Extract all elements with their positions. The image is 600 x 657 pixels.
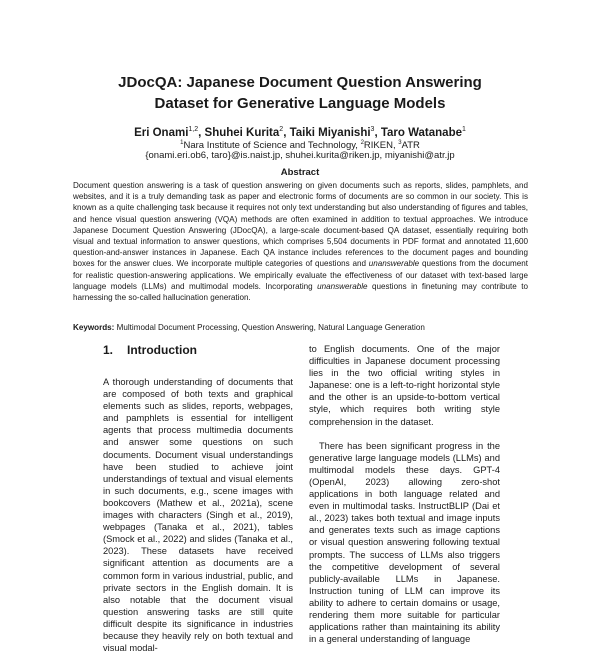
right-column <box>309 343 500 657</box>
section-number: 1. <box>103 343 114 357</box>
title-line-2: Dataset for Generative Language Models <box>154 95 446 112</box>
author: Shuhei Kurita$^2$, <box>204 126 290 139</box>
keywords-list: Multimodal Document Processing, Question Answering, Natural Language Generation <box>114 323 425 332</box>
author: Taro Watanabe$^1$ <box>380 126 466 139</box>
title-line-1: JDocQA: Japanese Document Question Answering <box>118 74 482 91</box>
author: Eri Onami$^{1,2}$, <box>134 126 205 139</box>
abstract-heading: Abstract <box>280 167 320 178</box>
author: Taiki Miyanishi$^3$, <box>289 126 381 139</box>
paragraph: There has been significant progress in the generative large language models (LLMs) and multimodal models these days. GPT-4 (OpenAI, 2023) allowing zero-shot applications in both language related and even in multimodal tasks. InstructBLIP (Dai et al., 2023) takes both textual and image inputs and generates texts such as image captions or visual question answering following textual prompts. The success of LLMs also triggers the competitive development of several publicly-available LLMs in Japanese. Instruction tuning of LLM can improve its ability to adhere to certain domains or usage, rendering them more suitable for particular applications rather than maintaining its ability in a general understanding of language <box>309 440 500 645</box>
affiliation: $^1$Nara Institute of Science and Technology, <box>180 140 361 152</box>
section-heading <box>103 342 283 358</box>
left-column-text: A thorough understanding of documents that are composed of both texts and graphical elements such as slides, reports, webpages, and pamphlets is essential for intelligent agents that process multimedia documents and answer some questions on such documents. Document visual understandings have been studied to achieve joint understandings of textual and visual elements in such documents, e.g., scene images with bookcovers (Mathew et al., 2021a), scene images with characters (Singh et al., 2019), webpages (Tanaka et al., 2021), tables (Smock et al., 2022) and slides (Tanaka et al., 2023). These datasets have received significant attention as documents are a common form in various industrial, public, and private sectors in the English domain. It is also notable that the document visual question answering tasks are still quite difficult despite its significance in industries because they heavily rely on both textual and visual modal- <box>103 377 293 654</box>
affiliation: $^3$ATR <box>398 140 420 152</box>
paper-title <box>0 72 600 114</box>
section-title: Introduction <box>127 343 197 357</box>
affiliation: $^2$RIKEN, <box>360 140 399 152</box>
keywords-label: Keywords: <box>73 323 115 332</box>
paragraph: to English documents. One of the major difficulties in Japanese document processing lies in the two official writing styles in Japanese: one is a left-to-right horizontal style and the other is an upside-to-bottom vertical style, which requires both writing style comprehension in the dataset. <box>309 344 500 427</box>
author-emails: {onami.eri.ob6, taro}@is.naist.jp, shuhei.kurita@riken.jp, miyanishi@atr.jp <box>145 150 455 161</box>
abstract-body: Document question answering is a task of question answering on given documents such as reports, slides, pamphlets, and websites, and it is a truly demanding task as paper and electronic forms of documents are so common in our society. This is known as a quite challenging task because it requires not only text understanding but also understanding of figures and tables, and hence visual question answering (VQA) methods are often examined in addition to textual approaches. We introduce Japanese Document Question Answering (JDocQA), a large-scale document-based QA dataset, essentially requiring both visual and textual information to answer questions, which comprises 5,504 documents in PDF format and annotated 11,600 question-and-answer instances in Japanese. Each QA instance includes references to the document pages and bounding boxes for the answer clues. We incorporate multiple categories of questions and unanswerable questions from the document for realistic question-answering applications. We empirically evaluate the effectiveness of our dataset with text-based large language models (LLMs) and multimodal models. Incorporating unanswerable questions in finetuning may contribute to harnessing the so-called hallucination generation. <box>73 181 528 303</box>
keywords <box>73 322 528 333</box>
